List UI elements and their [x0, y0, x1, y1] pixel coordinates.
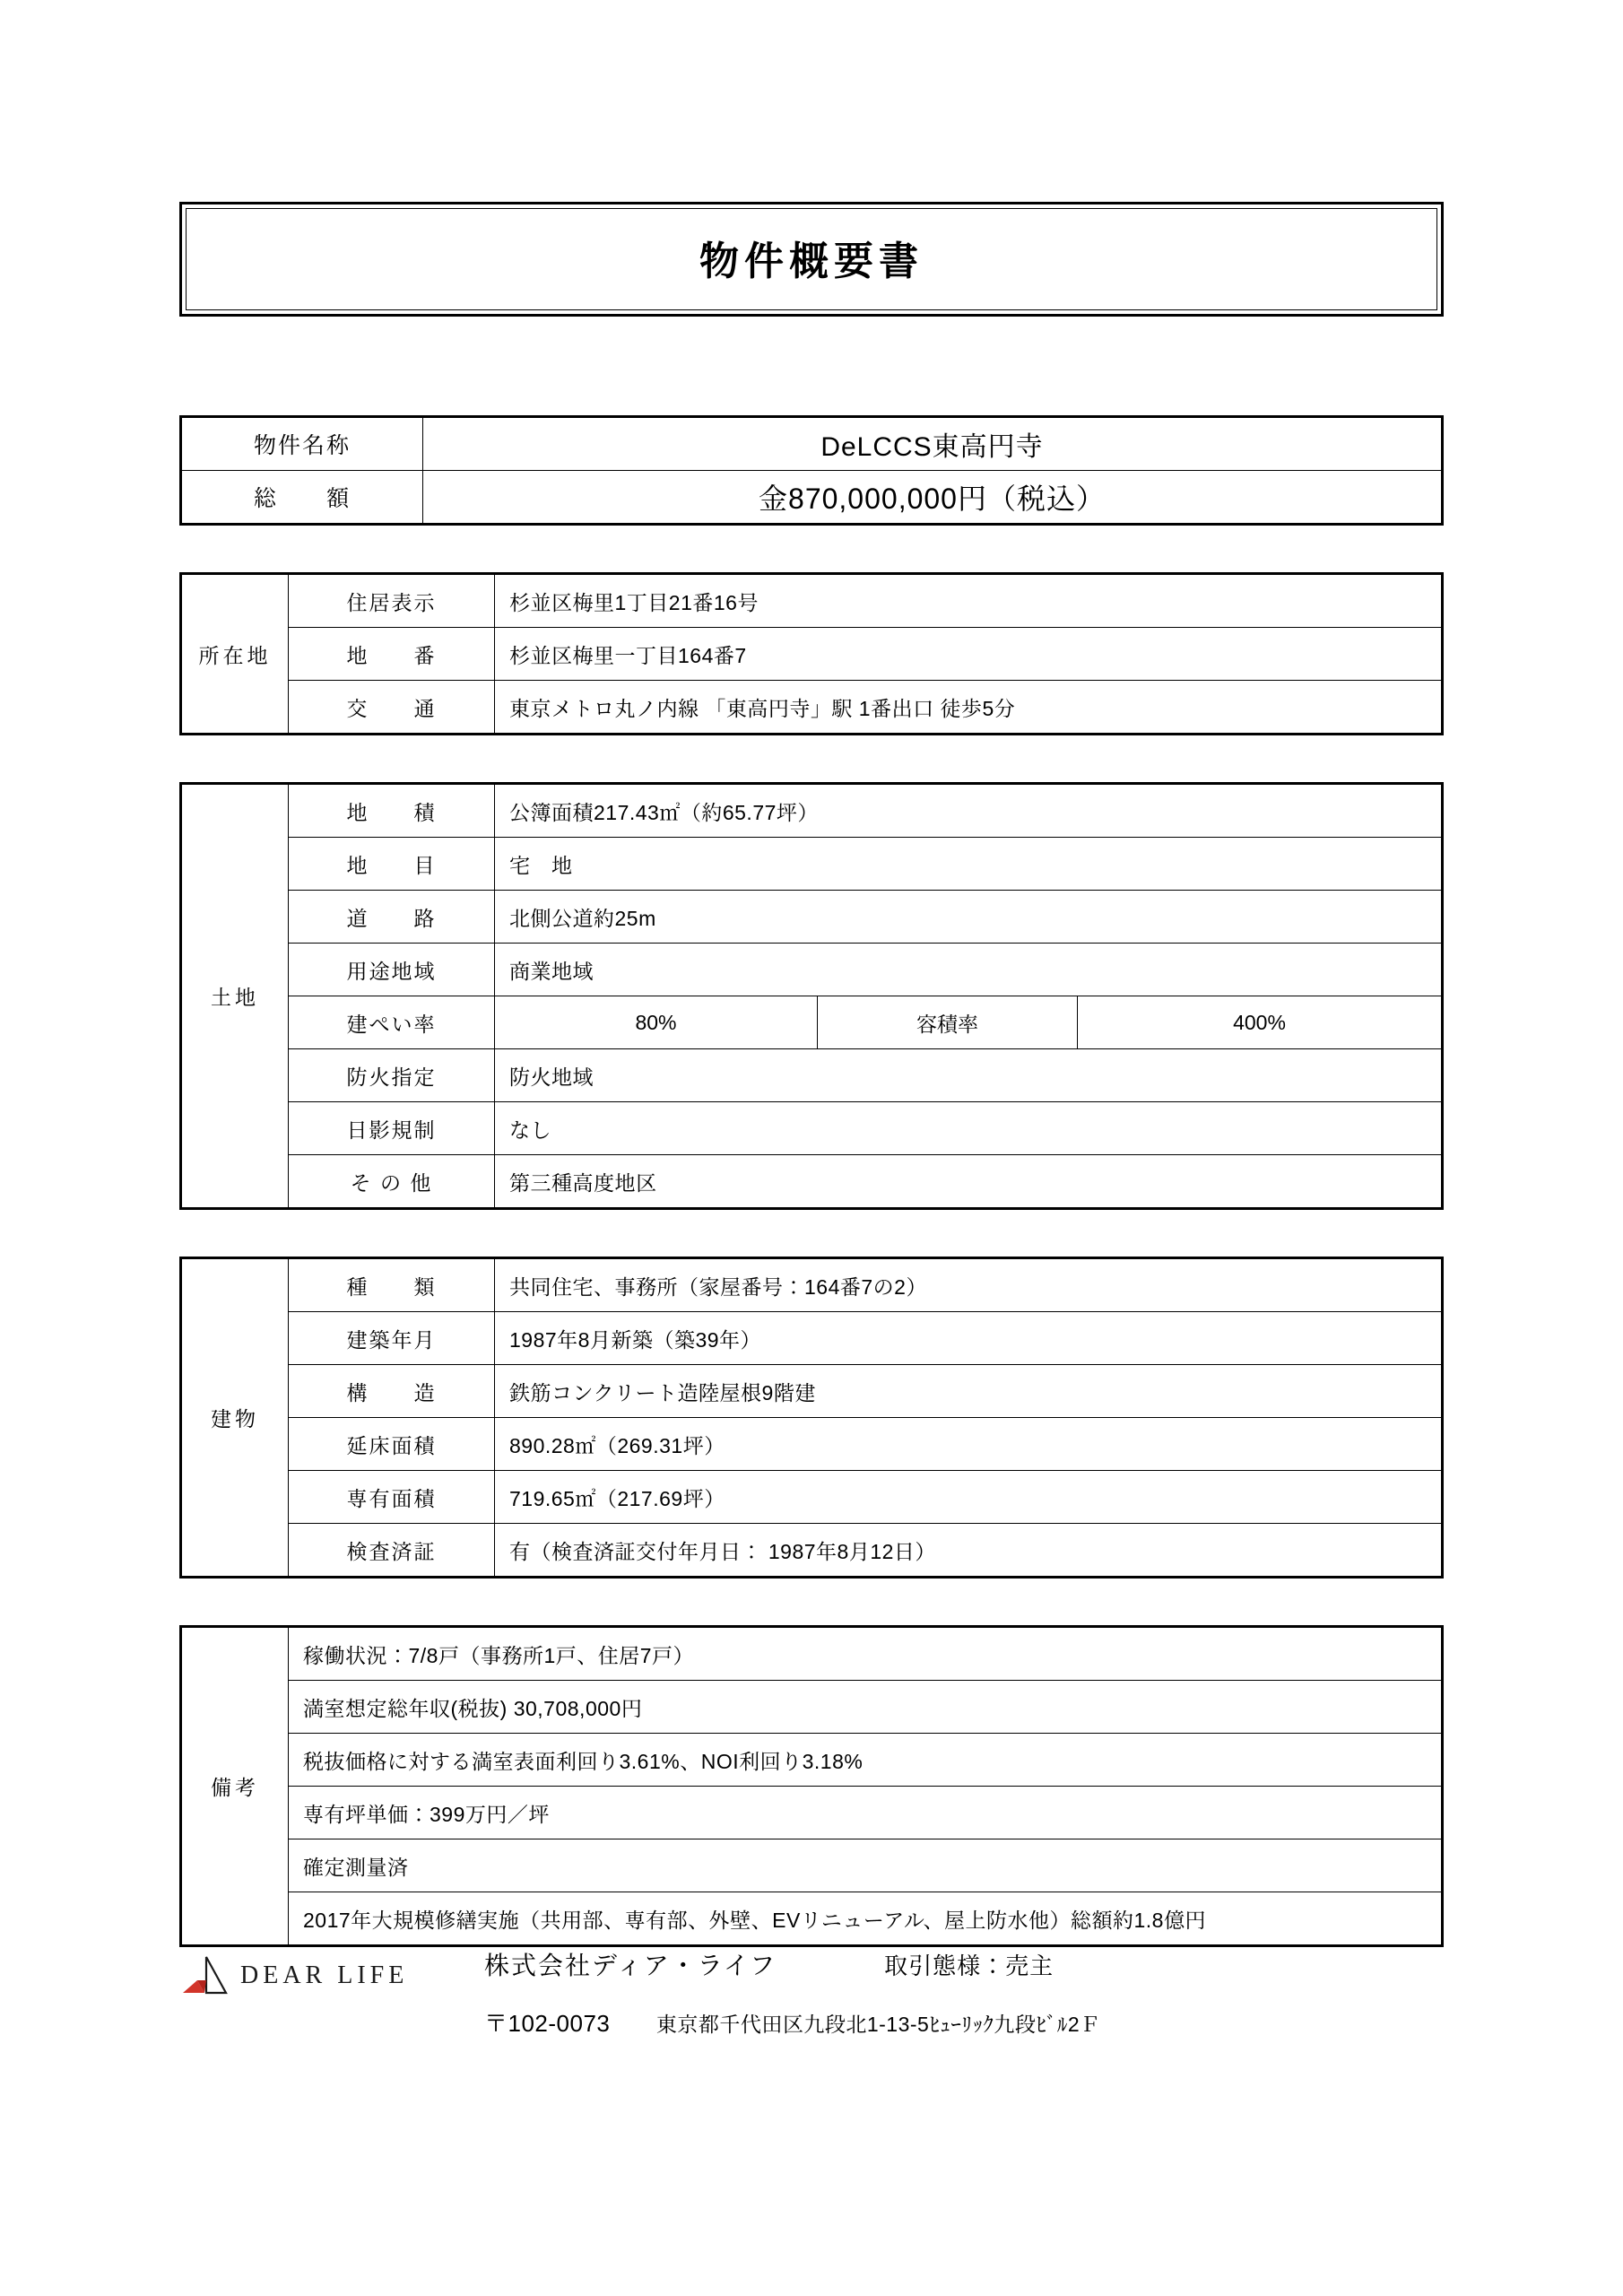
table-row — [181, 1471, 1443, 1524]
table-row — [181, 1681, 1443, 1734]
land-row2-label-1: 日影規制 — [289, 1102, 495, 1155]
property-summary-sheet — [179, 202, 1444, 1994]
building-group-label: 建物 — [181, 1258, 289, 1578]
page-title-inner — [186, 208, 1437, 310]
remarks-line-5: 2017年大規模修繕実施（共用部、専有部、外壁、EVリニューアル、屋上防水他）総額約1.8億円 — [289, 1892, 1443, 1946]
land-row-label-1: 地 目 — [289, 838, 495, 891]
location-row-label-0: 住居表示 — [289, 574, 495, 628]
table-row — [181, 681, 1443, 735]
table-row — [181, 1155, 1443, 1209]
remarks-table — [179, 1625, 1444, 1947]
table-row — [181, 1418, 1443, 1471]
remarks-line-0: 稼働状況：7/8戸（事務所1戸、住居7戸） — [289, 1627, 1443, 1681]
property-name-value: DeLCCS東高円寺 — [423, 417, 1443, 471]
land-table — [179, 782, 1444, 1210]
footer-top-row — [179, 1946, 1453, 2039]
table-row — [181, 471, 1443, 525]
footer — [179, 1946, 1453, 2039]
footer-text-block — [484, 1946, 1453, 2039]
location-row-value-0: 杉並区梅里1丁目21番16号 — [495, 574, 1443, 628]
company-logo — [179, 1946, 484, 1998]
footer-address-row — [484, 2005, 1453, 2039]
table-row — [181, 838, 1443, 891]
table-row — [181, 1312, 1443, 1365]
building-row-value-5: 有（検査済証交付年月日： 1987年8月12日） — [495, 1524, 1443, 1578]
building-row-label-5: 検査済証 — [289, 1524, 495, 1578]
table-row — [181, 1787, 1443, 1839]
remarks-line-2: 税抜価格に対する満室表面利回り3.61%、NOI利回り3.18% — [289, 1734, 1443, 1787]
table-row — [181, 1049, 1443, 1102]
company-address: 東京都千代田区九段北1-13-5ﾋｭｰﾘｯｸ九段ﾋﾞﾙ2Ｆ — [655, 2013, 1101, 2036]
table-row — [181, 628, 1443, 681]
floor-area-ratio-label: 容積率 — [818, 996, 1078, 1049]
dear-life-logo-icon — [179, 1953, 231, 1998]
location-row-label-1: 地 番 — [289, 628, 495, 681]
page-title-box — [179, 202, 1444, 317]
building-row-label-1: 建築年月 — [289, 1312, 495, 1365]
land-row2-value-2: 第三種高度地区 — [495, 1155, 1443, 1209]
page-title: 物件概要書 — [699, 239, 924, 283]
building-row-value-1: 1987年8月新築（築39年） — [495, 1312, 1443, 1365]
property-name-label: 物件名称 — [181, 417, 423, 471]
table-row — [181, 1627, 1443, 1681]
coverage-ratio-label: 建ぺい率 — [289, 996, 495, 1049]
summary-table — [179, 415, 1444, 526]
land-group-label: 土地 — [181, 784, 289, 1209]
table-row — [181, 1258, 1443, 1312]
land-row-label-0: 地 積 — [289, 784, 495, 838]
land-row-value-1: 宅 地 — [495, 838, 1443, 891]
location-table — [179, 572, 1444, 735]
land-row2-label-0: 防火指定 — [289, 1049, 495, 1102]
table-row — [181, 1524, 1443, 1578]
location-row-label-2: 交 通 — [289, 681, 495, 735]
table-row — [181, 1839, 1443, 1892]
logo-text: DEAR LIFE — [240, 1961, 409, 1989]
postal-code: 〒102-0073 — [484, 2010, 611, 2037]
table-row — [181, 1102, 1443, 1155]
table-row — [181, 996, 1443, 1049]
land-row2-value-0: 防火地域 — [495, 1049, 1443, 1102]
floor-area-ratio-value: 400% — [1078, 996, 1443, 1049]
building-row-value-3: 890.28㎡（269.31坪） — [495, 1418, 1443, 1471]
building-table — [179, 1257, 1444, 1578]
remarks-group-label: 備考 — [181, 1627, 289, 1946]
building-row-label-0: 種 類 — [289, 1258, 495, 1312]
table-row — [181, 1892, 1443, 1946]
table-row — [181, 574, 1443, 628]
price-value: 金870,000,000円（税込） — [423, 471, 1443, 525]
remarks-line-3: 専有坪単価：399万円／坪 — [289, 1787, 1443, 1839]
land-row2-value-1: なし — [495, 1102, 1443, 1155]
land-row-label-2: 道 路 — [289, 891, 495, 944]
table-row — [181, 944, 1443, 996]
location-row-value-1: 杉並区梅里一丁目164番7 — [495, 628, 1443, 681]
land-row-value-0: 公簿面積217.43㎡（約65.77坪） — [495, 784, 1443, 838]
remarks-line-1: 満室想定総年収(税抜) 30,708,000円 — [289, 1681, 1443, 1734]
table-row — [181, 784, 1443, 838]
building-row-label-4: 専有面積 — [289, 1471, 495, 1524]
location-row-value-2: 東京メトロ丸ノ内線 「東高円寺」駅 1番出口 徒歩5分 — [495, 681, 1443, 735]
land-row-label-3: 用途地域 — [289, 944, 495, 996]
table-row — [181, 891, 1443, 944]
price-label: 総 額 — [181, 471, 423, 525]
building-row-label-2: 構 造 — [289, 1365, 495, 1418]
coverage-ratio-value: 80% — [495, 996, 818, 1049]
table-row — [181, 1734, 1443, 1787]
land-row-value-2: 北側公道約25m — [495, 891, 1443, 944]
table-row — [181, 1365, 1443, 1418]
footer-company-row — [484, 1946, 1453, 1982]
land-row-value-3: 商業地域 — [495, 944, 1443, 996]
company-name: 株式会社ディア・ライフ — [484, 1952, 777, 1979]
building-row-value-0: 共同住宅、事務所（家屋番号：164番7の2） — [495, 1258, 1443, 1312]
land-row2-label-2: そ の 他 — [289, 1155, 495, 1209]
table-row — [181, 417, 1443, 471]
building-row-value-4: 719.65㎡（217.69坪） — [495, 1471, 1443, 1524]
building-row-value-2: 鉄筋コンクリート造陸屋根9階建 — [495, 1365, 1443, 1418]
remarks-line-4: 確定測量済 — [289, 1839, 1443, 1892]
building-row-label-3: 延床面積 — [289, 1418, 495, 1471]
location-group-label: 所在地 — [181, 574, 289, 735]
deal-type: 取引態様：売主 — [884, 1952, 1055, 1979]
